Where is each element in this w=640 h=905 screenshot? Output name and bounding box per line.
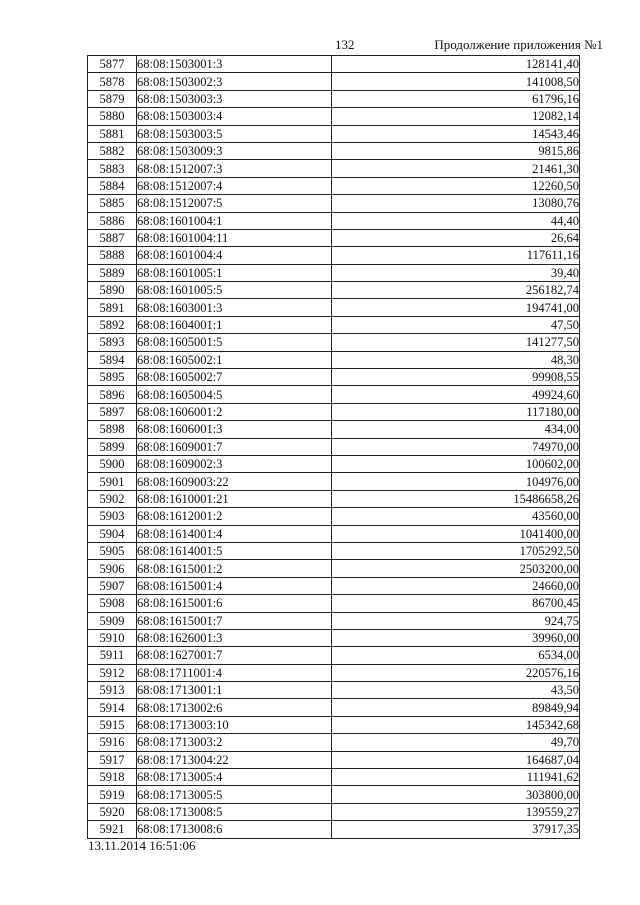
row-number: 5879 — [88, 90, 137, 107]
value-cell: 49924,60 — [332, 386, 580, 403]
row-number: 5913 — [88, 682, 137, 699]
value-cell: 21461,30 — [332, 160, 580, 177]
row-number: 5908 — [88, 595, 137, 612]
table-row — [88, 142, 580, 159]
value-cell: 139559,27 — [332, 803, 580, 820]
row-number: 5889 — [88, 264, 137, 281]
cadastral-number: 68:08:1609003:22 — [137, 473, 332, 490]
cadastral-number: 68:08:1605001:5 — [137, 334, 332, 351]
value-cell: 194741,00 — [332, 299, 580, 316]
row-number: 5893 — [88, 334, 137, 351]
table-row — [88, 369, 580, 386]
value-cell: 89849,94 — [332, 699, 580, 716]
table-row — [88, 125, 580, 142]
row-number: 5894 — [88, 351, 137, 368]
cadastral-number: 68:08:1503003:5 — [137, 125, 332, 142]
table-row — [88, 316, 580, 333]
table-row — [88, 699, 580, 716]
cadastral-number: 68:08:1601005:5 — [137, 282, 332, 299]
value-cell: 12082,14 — [332, 108, 580, 125]
cadastral-number: 68:08:1615001:7 — [137, 612, 332, 629]
row-number: 5884 — [88, 177, 137, 194]
table-row — [88, 734, 580, 751]
cadastral-number: 68:08:1512007:4 — [137, 177, 332, 194]
row-number: 5891 — [88, 299, 137, 316]
cadastral-number: 68:08:1512007:5 — [137, 195, 332, 212]
table-row — [88, 751, 580, 768]
cadastral-number: 68:08:1603001:3 — [137, 299, 332, 316]
cadastral-number: 68:08:1503003:4 — [137, 108, 332, 125]
value-cell: 924,75 — [332, 612, 580, 629]
cadastral-number: 68:08:1713002:6 — [137, 699, 332, 716]
row-number: 5877 — [88, 56, 137, 73]
cadastral-number: 68:08:1601004:4 — [137, 247, 332, 264]
table-body — [88, 56, 580, 839]
value-cell: 24660,00 — [332, 577, 580, 594]
table-row — [88, 769, 580, 786]
value-cell: 43,50 — [332, 682, 580, 699]
cadastral-number: 68:08:1713003:2 — [137, 734, 332, 751]
row-number: 5886 — [88, 212, 137, 229]
page-number: 132 — [335, 37, 355, 52]
value-cell: 13080,76 — [332, 195, 580, 212]
cadastral-number: 68:08:1612001:2 — [137, 508, 332, 525]
value-cell: 141277,50 — [332, 334, 580, 351]
row-number: 5906 — [88, 560, 137, 577]
row-number: 5915 — [88, 716, 137, 733]
table-row — [88, 595, 580, 612]
row-number: 5916 — [88, 734, 137, 751]
row-number: 5895 — [88, 369, 137, 386]
table-row — [88, 212, 580, 229]
cadastral-number: 68:08:1711001:4 — [137, 664, 332, 681]
row-number: 5903 — [88, 508, 137, 525]
row-number: 5881 — [88, 125, 137, 142]
cadastral-number: 68:08:1615001:6 — [137, 595, 332, 612]
table-row — [88, 108, 580, 125]
continuation-label: Продолжение приложения №1 — [434, 37, 603, 52]
cadastral-number: 68:08:1601005:1 — [137, 264, 332, 281]
cadastral-number: 68:08:1605002:7 — [137, 369, 332, 386]
table-row — [88, 264, 580, 281]
table-row — [88, 682, 580, 699]
cadastral-number: 68:08:1604001:1 — [137, 316, 332, 333]
cadastral-number: 68:08:1614001:4 — [137, 525, 332, 542]
cadastral-number: 68:08:1503003:3 — [137, 90, 332, 107]
cadastral-number: 68:08:1503002:3 — [137, 73, 332, 90]
value-cell: 1041400,00 — [332, 525, 580, 542]
row-number: 5918 — [88, 769, 137, 786]
value-cell: 104976,00 — [332, 473, 580, 490]
row-number: 5883 — [88, 160, 137, 177]
row-number: 5896 — [88, 386, 137, 403]
row-number: 5890 — [88, 282, 137, 299]
cadastral-number: 68:08:1713004:22 — [137, 751, 332, 768]
table-row — [88, 351, 580, 368]
table-row — [88, 282, 580, 299]
cadastral-number: 68:08:1609002:3 — [137, 455, 332, 472]
value-cell: 43560,00 — [332, 508, 580, 525]
cadastral-number: 68:08:1713005:5 — [137, 786, 332, 803]
table-row — [88, 229, 580, 246]
cadastral-number: 68:08:1713001:1 — [137, 682, 332, 699]
table-row — [88, 455, 580, 472]
table-row — [88, 647, 580, 664]
table-row — [88, 612, 580, 629]
table-row — [88, 803, 580, 820]
table-row — [88, 386, 580, 403]
cadastral-number: 68:08:1615001:2 — [137, 560, 332, 577]
cadastral-number: 68:08:1512007:3 — [137, 160, 332, 177]
row-number: 5878 — [88, 73, 137, 90]
cadastral-number: 68:08:1713005:4 — [137, 769, 332, 786]
cadastral-number: 68:08:1713008:6 — [137, 821, 332, 838]
table-row — [88, 490, 580, 507]
row-number: 5892 — [88, 316, 137, 333]
row-number: 5882 — [88, 142, 137, 159]
value-cell: 15486658,26 — [332, 490, 580, 507]
value-cell: 39,40 — [332, 264, 580, 281]
row-number: 5909 — [88, 612, 137, 629]
cadastral-number: 68:08:1605002:1 — [137, 351, 332, 368]
value-cell: 100602,00 — [332, 455, 580, 472]
value-cell: 6534,00 — [332, 647, 580, 664]
row-number: 5887 — [88, 229, 137, 246]
cadastral-number: 68:08:1713008:5 — [137, 803, 332, 820]
row-number: 5888 — [88, 247, 137, 264]
table-row — [88, 786, 580, 803]
value-cell: 117611,16 — [332, 247, 580, 264]
table-row — [88, 160, 580, 177]
value-cell: 74970,00 — [332, 438, 580, 455]
value-cell: 39960,00 — [332, 629, 580, 646]
cadastral-number: 68:08:1503001:3 — [137, 56, 332, 73]
value-cell: 434,00 — [332, 421, 580, 438]
row-number: 5902 — [88, 490, 137, 507]
cadastral-number: 68:08:1713003:10 — [137, 716, 332, 733]
table-row — [88, 560, 580, 577]
row-number: 5898 — [88, 421, 137, 438]
value-cell: 49,70 — [332, 734, 580, 751]
cadastral-number: 68:08:1615001:4 — [137, 577, 332, 594]
cadastral-number: 68:08:1601004:11 — [137, 229, 332, 246]
value-cell: 12260,50 — [332, 177, 580, 194]
cadastral-number: 68:08:1606001:3 — [137, 421, 332, 438]
value-cell: 47,50 — [332, 316, 580, 333]
value-cell: 2503200,00 — [332, 560, 580, 577]
value-cell: 117180,00 — [332, 403, 580, 420]
row-number: 5911 — [88, 647, 137, 664]
value-cell: 14543,46 — [332, 125, 580, 142]
value-cell: 9815,86 — [332, 142, 580, 159]
value-cell: 303800,00 — [332, 786, 580, 803]
table-row — [88, 90, 580, 107]
value-cell: 128141,40 — [332, 56, 580, 73]
value-cell: 48,30 — [332, 351, 580, 368]
table-row — [88, 56, 580, 73]
table-row — [88, 73, 580, 90]
value-cell: 141008,50 — [332, 73, 580, 90]
cadastral-number: 68:08:1626001:3 — [137, 629, 332, 646]
row-number: 5899 — [88, 438, 137, 455]
row-number: 5910 — [88, 629, 137, 646]
table-row — [88, 195, 580, 212]
cadastral-number: 68:08:1614001:5 — [137, 542, 332, 559]
cadastral-number: 68:08:1605004:5 — [137, 386, 332, 403]
row-number: 5904 — [88, 525, 137, 542]
table-row — [88, 421, 580, 438]
table-row — [88, 247, 580, 264]
value-cell: 220576,16 — [332, 664, 580, 681]
cadastral-number: 68:08:1606001:2 — [137, 403, 332, 420]
value-cell: 26,64 — [332, 229, 580, 246]
row-number: 5901 — [88, 473, 137, 490]
row-number: 5905 — [88, 542, 137, 559]
value-cell: 256182,74 — [332, 282, 580, 299]
value-cell: 44,40 — [332, 212, 580, 229]
registry-table — [87, 55, 580, 839]
table-row — [88, 716, 580, 733]
table-row — [88, 577, 580, 594]
table-row — [88, 177, 580, 194]
table-row — [88, 403, 580, 420]
row-number: 5919 — [88, 786, 137, 803]
table-row — [88, 821, 580, 838]
cadastral-number: 68:08:1601004:1 — [137, 212, 332, 229]
row-number: 5885 — [88, 195, 137, 212]
value-cell: 1705292,50 — [332, 542, 580, 559]
cadastral-number: 68:08:1627001:7 — [137, 647, 332, 664]
table-row — [88, 438, 580, 455]
row-number: 5907 — [88, 577, 137, 594]
footer-timestamp: 13.11.2014 16:51:06 — [88, 838, 196, 853]
table-row — [88, 629, 580, 646]
row-number: 5880 — [88, 108, 137, 125]
row-number: 5920 — [88, 803, 137, 820]
row-number: 5917 — [88, 751, 137, 768]
cadastral-number: 68:08:1609001:7 — [137, 438, 332, 455]
table-row — [88, 664, 580, 681]
value-cell: 86700,45 — [332, 595, 580, 612]
row-number: 5921 — [88, 821, 137, 838]
table-row — [88, 542, 580, 559]
row-number: 5914 — [88, 699, 137, 716]
value-cell: 111941,62 — [332, 769, 580, 786]
table-row — [88, 473, 580, 490]
row-number: 5900 — [88, 455, 137, 472]
cadastral-number: 68:08:1503009:3 — [137, 142, 332, 159]
cadastral-number: 68:08:1610001:21 — [137, 490, 332, 507]
row-number: 5897 — [88, 403, 137, 420]
row-number: 5912 — [88, 664, 137, 681]
value-cell: 37917,35 — [332, 821, 580, 838]
table-row — [88, 334, 580, 351]
value-cell: 145342,68 — [332, 716, 580, 733]
table-row — [88, 525, 580, 542]
value-cell: 99908,55 — [332, 369, 580, 386]
table-row — [88, 508, 580, 525]
value-cell: 61796,16 — [332, 90, 580, 107]
value-cell: 164687,04 — [332, 751, 580, 768]
table-row — [88, 299, 580, 316]
